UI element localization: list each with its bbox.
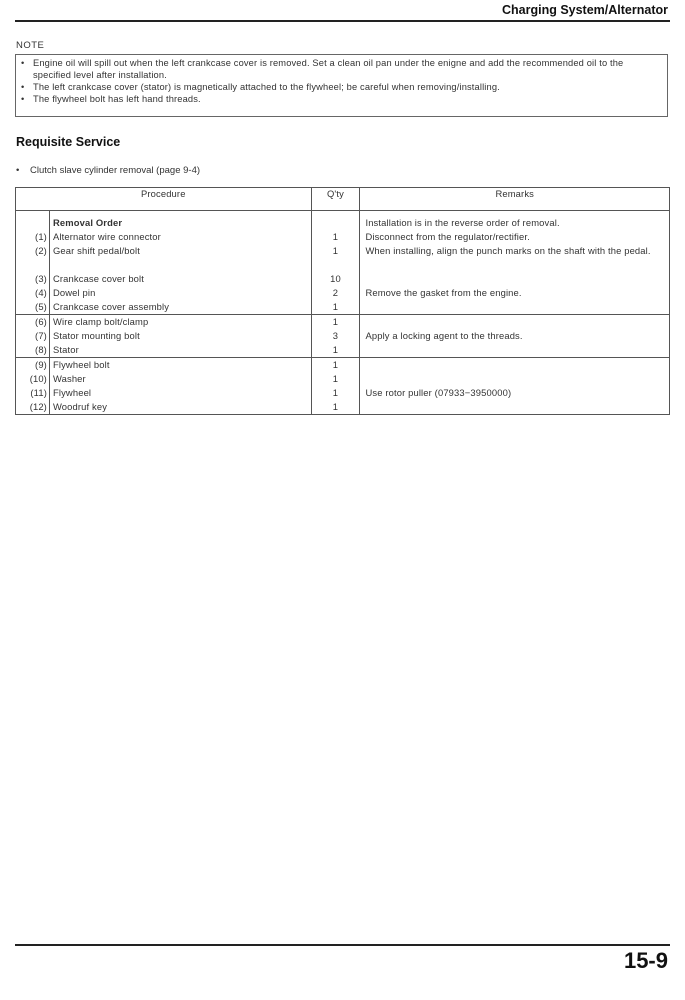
item-quantities: 1 1 10 2 1 — [311, 211, 360, 315]
note-box — [15, 54, 668, 117]
remark: Use rotor puller (07933−3950000) — [365, 387, 512, 398]
remark: Apply a locking agent to the threads. — [365, 330, 523, 341]
note-text: Engine oil will spill out when the left crankcase cover is removed. Set a clean oil pan under the enigne and add the recommended oil to the specified level after installation. — [33, 58, 624, 80]
item-quantities: 1 1 1 1 — [311, 358, 360, 415]
bullet-icon: • — [16, 165, 20, 176]
removal-order-heading: Removal Order — [52, 217, 123, 228]
note-text: The left crankcase cover (stator) is magnetically attached to the flywheel; be careful when removing/installing. — [33, 82, 500, 92]
item-quantities: 1 3 1 — [311, 315, 360, 358]
requisite-item — [16, 165, 200, 176]
table-row-group — [16, 358, 670, 415]
footer-rule — [15, 944, 670, 946]
requisite-text: Clutch slave cylinder removal (page 9-4) — [30, 165, 201, 176]
item-names: Wire clamp bolt/clamp Stator mounting bolt Stator — [49, 315, 311, 358]
procedure-header: Procedure — [16, 188, 312, 211]
qty-header: Q'ty — [311, 188, 360, 211]
remark-general: Installation is in the reverse order of removal. — [365, 217, 560, 228]
page-number: 15-9 — [623, 948, 668, 973]
note-item — [21, 93, 661, 105]
section-title: Requisite Service — [16, 135, 121, 149]
item-remarks — [360, 315, 670, 358]
note-item — [21, 57, 661, 81]
item-remarks — [360, 211, 670, 315]
table-row-group — [16, 211, 670, 315]
note-item — [21, 81, 661, 93]
remark: Remove the gasket from the engine. — [365, 287, 522, 298]
bullet-icon: • — [21, 82, 25, 92]
note-label: NOTE — [16, 40, 45, 51]
item-remarks — [360, 358, 670, 415]
item-names: Removal Order Alternator wire connector Gear shift pedal/bolt Crankcase cover bolt Dowel pin Crankcase cover assembly — [49, 211, 311, 315]
bullet-icon: • — [21, 94, 25, 104]
table-row-group — [16, 315, 670, 358]
item-names: Flywheel bolt Washer Flywheel Woodruf key — [49, 358, 311, 415]
remarks-header: Remarks — [360, 188, 670, 211]
item-numbers: (6) (7) (8) — [16, 315, 50, 358]
header-rule — [15, 20, 670, 22]
item-numbers: (9) (10) (11) (12) — [16, 358, 50, 415]
remark: Disconnect from the regulator/rectifier. — [365, 231, 530, 242]
note-text: The flywheel bolt has left hand threads. — [33, 94, 201, 104]
remark: When installing, align the punch marks on the shaft with the pedal. — [365, 245, 651, 256]
item-numbers: (1) (2) (3) (4) (5) — [16, 211, 50, 315]
bullet-icon: • — [21, 58, 25, 68]
procedure-table — [15, 187, 670, 415]
page-header-title: Charging System/Alternator — [501, 3, 668, 17]
